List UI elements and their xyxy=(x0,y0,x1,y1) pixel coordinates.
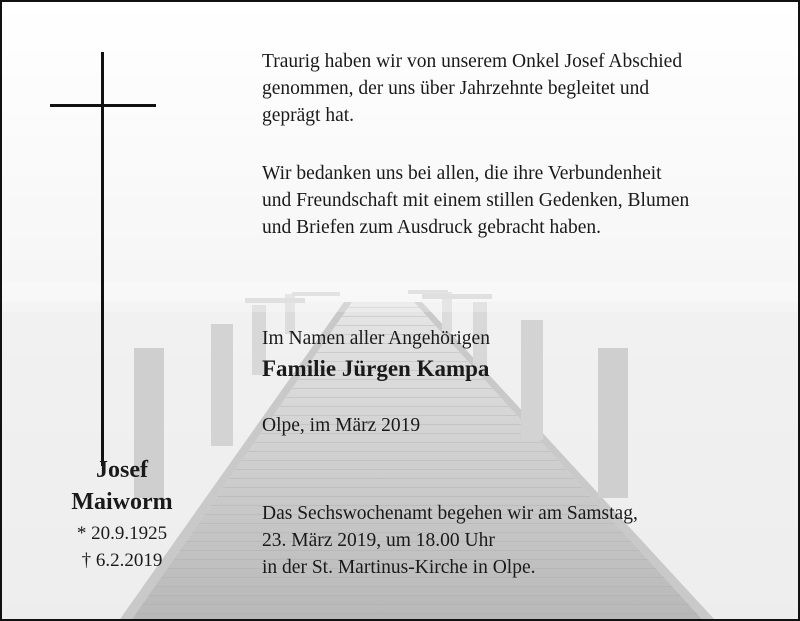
birth-date: * 20.9.1925 xyxy=(76,523,168,544)
family-name: Familie Jürgen Kampa xyxy=(262,356,490,381)
deceased-block xyxy=(22,454,222,574)
place-date: Olpe, im März 2019 xyxy=(262,415,421,436)
message-paragraph-1 xyxy=(262,48,762,129)
service-announcement xyxy=(262,500,762,581)
deceased-first-name: Josef xyxy=(96,457,148,483)
service-line: 23. März 2019, um 18.00 Uhr xyxy=(262,530,495,551)
death-date: † 6.2.2019 xyxy=(81,550,163,571)
signoff-intro: Im Namen aller Angehörigen xyxy=(262,328,490,349)
message-line: geprägt hat. xyxy=(262,105,355,126)
deceased-last-name: Maiworm xyxy=(71,489,173,515)
message-paragraph-2 xyxy=(262,160,762,241)
message-line: genommen, der uns über Jahrzehnte begleitet und xyxy=(262,78,650,99)
service-line: Das Sechswochenamt begehen wir am Samstag, xyxy=(262,503,638,524)
cross-horizontal-bar xyxy=(50,104,156,107)
message-line: und Briefen zum Ausdruck gebracht haben. xyxy=(262,217,601,238)
message-line: Traurig haben wir von unserem Onkel Josef Abschied xyxy=(262,51,683,72)
cross-vertical-bar xyxy=(101,52,104,466)
message-line: Wir bedanken uns bei allen, die ihre Verbundenheit xyxy=(262,163,662,184)
service-line: in der St. Martinus-Kirche in Olpe. xyxy=(262,557,536,578)
message-line: und Freundschaft mit einem stillen Gedenken, Blumen xyxy=(262,190,690,211)
